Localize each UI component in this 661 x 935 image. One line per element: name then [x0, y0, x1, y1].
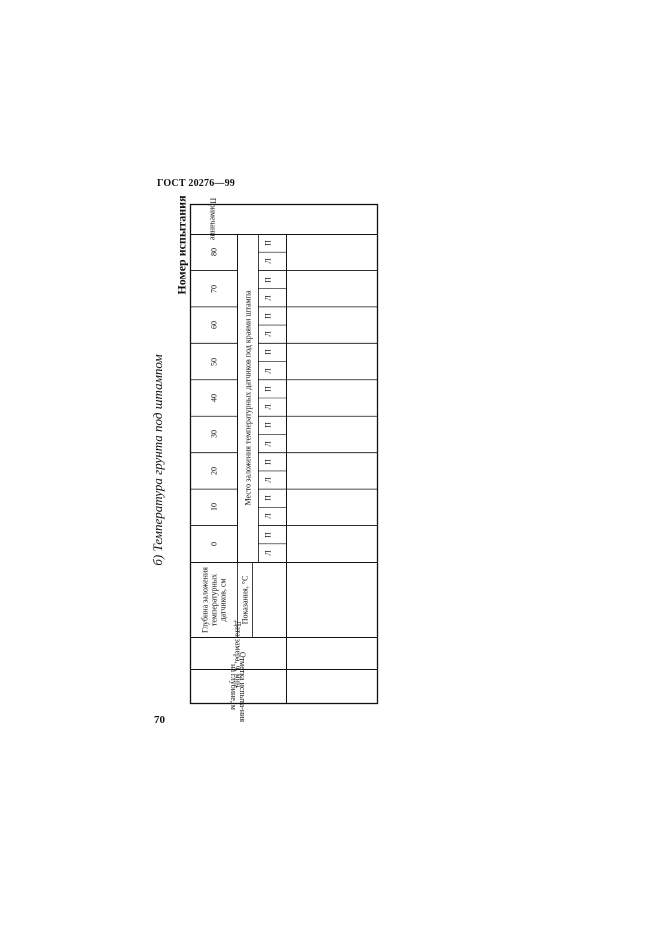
- right-mark: П: [263, 422, 273, 429]
- right-mark: П: [263, 495, 273, 502]
- left-mark: Л: [263, 367, 273, 374]
- left-mark: Л: [263, 513, 273, 520]
- depth-value: 40: [209, 394, 219, 402]
- left-mark: Л: [263, 258, 273, 265]
- date-header: Дата замера, ч, мин: [233, 620, 243, 688]
- readings-header: Показания, °С: [240, 575, 250, 625]
- depth-value: 60: [209, 321, 219, 330]
- left-mark: Л: [263, 440, 273, 447]
- location-header: Место заложения температурных датчиков под краями штампа: [243, 290, 253, 506]
- right-mark: П: [263, 313, 273, 319]
- left-mark: Л: [263, 404, 273, 410]
- depth-value: 50: [209, 357, 219, 366]
- left-mark: Л: [263, 331, 273, 337]
- depth-value: 80: [209, 248, 219, 257]
- document-header: ГОСТ 20276—99: [157, 178, 236, 189]
- remarks-header: Примечание: [208, 197, 218, 241]
- depth-header: Глубина заложения температурных датчиков, см: [200, 567, 228, 633]
- depth-value: 20: [209, 466, 219, 475]
- left-mark: Л: [263, 295, 273, 301]
- mark-header: Отметка испыта-ния на глубине, м: [229, 651, 247, 723]
- left-mark: Л: [263, 477, 273, 483]
- right-mark: П: [263, 276, 273, 283]
- right-mark: П: [263, 385, 273, 392]
- right-mark: П: [263, 531, 273, 538]
- test-number-title: Номер испытания: [174, 195, 189, 295]
- page-number: 70: [154, 714, 165, 726]
- right-mark: П: [263, 240, 273, 246]
- depth-value: 70: [209, 284, 219, 293]
- depth-value: 10: [209, 503, 219, 512]
- left-mark: Л: [263, 550, 273, 556]
- right-mark: П: [263, 349, 273, 356]
- right-mark: П: [263, 458, 273, 465]
- depth-value: 0: [209, 541, 219, 546]
- table-caption: б) Температура грунта под штампом: [150, 354, 165, 566]
- depth-value: 30: [209, 430, 219, 439]
